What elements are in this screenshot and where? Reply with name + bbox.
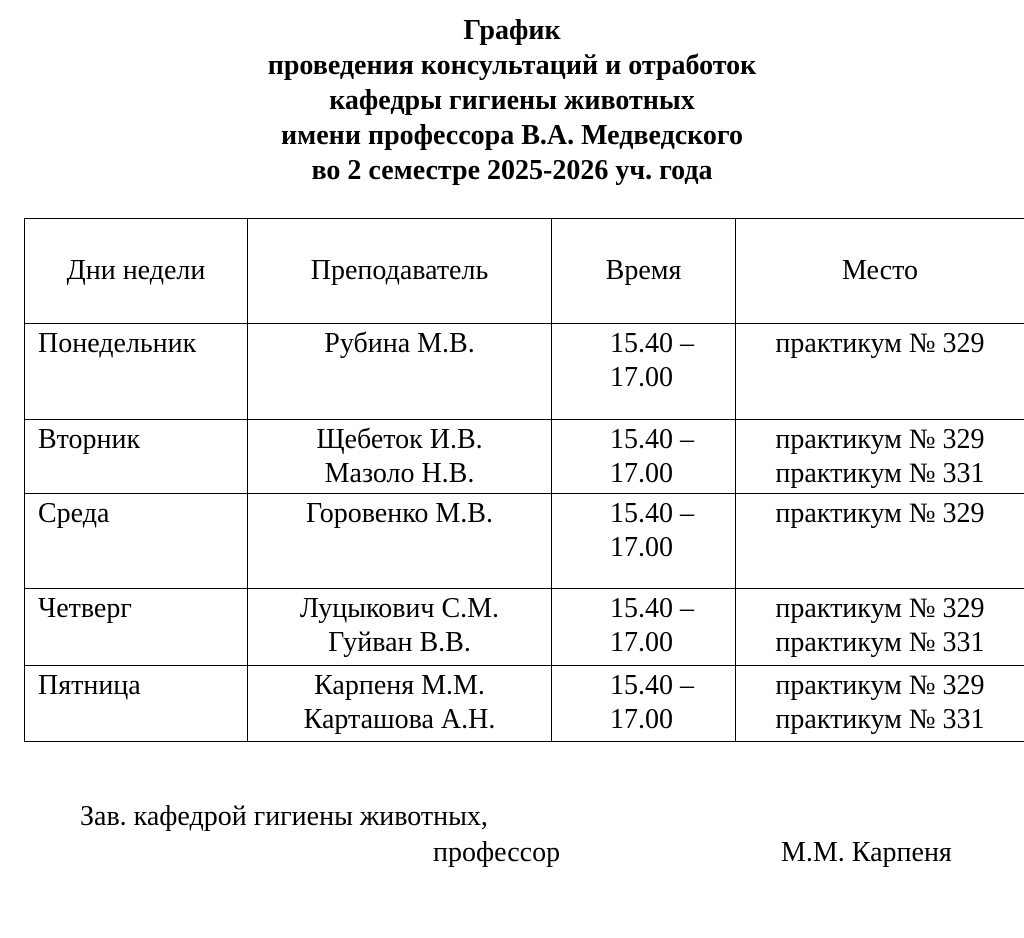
title-line-2: проведения консультаций и отработок (267, 50, 757, 81)
teacher-name: Карпеня М.М. (314, 670, 485, 701)
teacher-name: Рубина М.В. (324, 328, 475, 359)
teacher-name: Мазоло Н.В. (324, 458, 475, 489)
teacher-name: Щебеток И.В. (316, 424, 483, 455)
teacher-name: Карташова А.Н. (303, 704, 496, 735)
header-place: Место (736, 219, 1024, 324)
place-name: практикум № 331 (775, 627, 985, 658)
day-cell: Пятница (25, 666, 248, 742)
table-row (25, 420, 1024, 494)
time-cell (552, 324, 736, 420)
title-line-3: кафедры гигиены животных (329, 85, 695, 116)
teacher-cell (248, 666, 552, 742)
place-name: практикум № 329 (775, 498, 985, 529)
time-end: 17.00 (610, 362, 673, 393)
place-name: практикум № 329 (775, 593, 985, 624)
table-header-row (25, 219, 1024, 324)
time-start: 15.40 – (610, 670, 694, 701)
header-teacher: Преподаватель (248, 219, 552, 324)
place-name: практикум № 331 (775, 458, 985, 489)
time-cell (552, 494, 736, 589)
table-row (25, 666, 1024, 742)
place-name: практикум № 329 (775, 424, 985, 455)
time-start: 15.40 – (610, 498, 694, 529)
table-row (25, 494, 1024, 589)
document-title (0, 13, 1024, 188)
title-line-1: График (463, 15, 561, 46)
signature-name: М.М. Карпеня (781, 837, 952, 868)
header-days: Дни недели (25, 219, 248, 324)
place-cell (736, 589, 1024, 666)
time-end: 17.00 (610, 532, 673, 563)
place-cell (736, 494, 1024, 589)
place-name: практикум № 329 (775, 328, 985, 359)
place-cell (736, 666, 1024, 742)
time-start: 15.40 – (610, 328, 694, 359)
day-cell: Вторник (25, 420, 248, 494)
title-line-5: во 2 семестре 2025-2026 уч. года (311, 155, 713, 186)
teacher-name: Горовенко М.В. (306, 498, 493, 529)
teacher-cell (248, 494, 552, 589)
day-cell: Понедельник (25, 324, 248, 420)
table-row (25, 324, 1024, 420)
day-cell: Четверг (25, 589, 248, 666)
time-start: 15.40 – (610, 424, 694, 455)
time-cell (552, 666, 736, 742)
time-cell (552, 589, 736, 666)
time-end: 17.00 (610, 627, 673, 658)
teacher-cell (248, 420, 552, 494)
time-end: 17.00 (610, 704, 673, 735)
time-cell (552, 420, 736, 494)
schedule-table (24, 218, 1024, 742)
place-name: практикум № 331 (775, 704, 985, 735)
teacher-cell (248, 324, 552, 420)
signature-position-line-2: профессор (433, 837, 561, 868)
signature-position-line-1: Зав. кафедрой гигиены животных, (80, 801, 488, 832)
teacher-name: Гуйван В.В. (328, 627, 471, 658)
day-cell: Среда (25, 494, 248, 589)
teacher-name: Луцыкович С.М. (299, 593, 500, 624)
place-name: практикум № 329 (775, 670, 985, 701)
place-cell (736, 420, 1024, 494)
teacher-cell (248, 589, 552, 666)
time-start: 15.40 – (610, 593, 694, 624)
title-line-4: имени профессора В.А. Медведского (281, 120, 743, 151)
table-row (25, 589, 1024, 666)
header-time: Время (552, 219, 736, 324)
time-end: 17.00 (610, 458, 673, 489)
place-cell (736, 324, 1024, 420)
